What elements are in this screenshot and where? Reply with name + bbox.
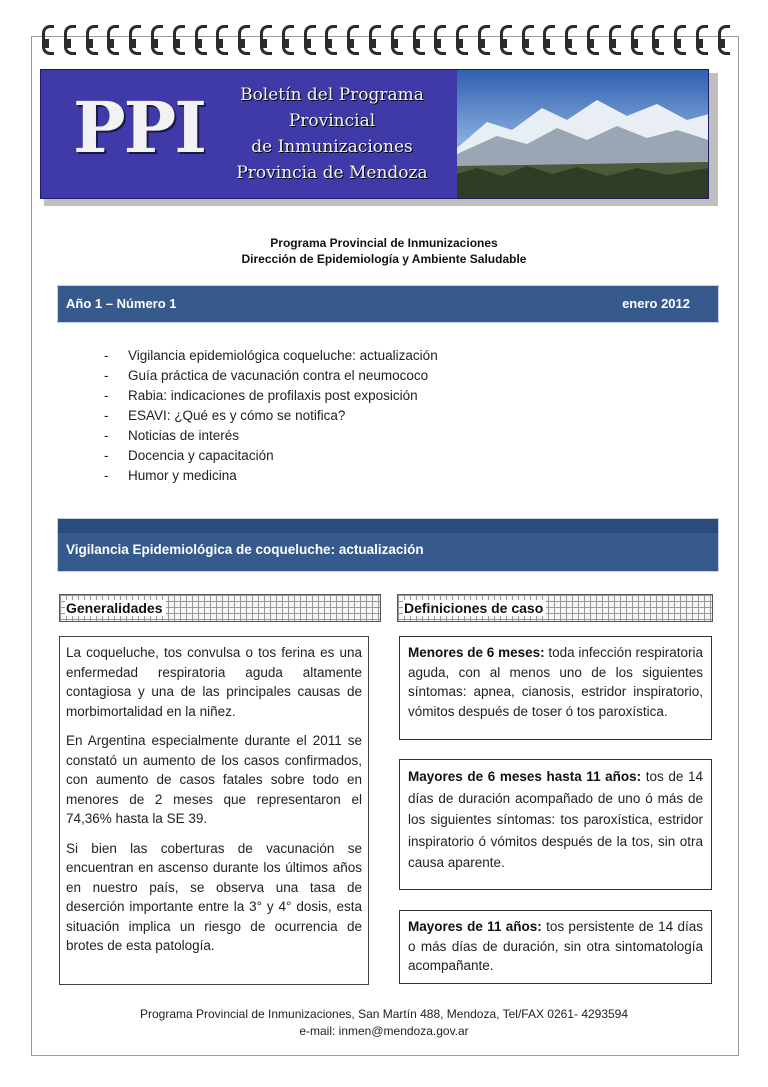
binding-ring — [520, 25, 534, 51]
generalidades-box — [59, 636, 369, 985]
toc-item: - Vigilancia epidemiológica coqueluche: actualización — [104, 346, 438, 366]
binding-ring — [236, 25, 250, 51]
binding-ring — [629, 25, 643, 51]
binding-ring — [563, 25, 577, 51]
case-text: toda infección respiratoria aguda, con al menos uno de los siguientes síntomas: apnea, cianosis, estridor inspiratorio, vómitos después de toser ó tos paroxística. — [408, 645, 703, 719]
binding-ring — [171, 25, 185, 51]
generalidades-heading — [59, 594, 381, 622]
toc-item: - Humor y medicina — [104, 466, 438, 486]
binding-ring — [193, 25, 207, 51]
generalidades-heading-text: Generalidades — [65, 600, 166, 616]
mountain-photo — [457, 70, 709, 198]
binding-ring — [454, 25, 468, 51]
case-definition-box — [399, 910, 712, 984]
toc-item: - Guía práctica de vacunación contra el neumococo — [104, 366, 438, 386]
section-bar — [58, 519, 718, 571]
case-label: Mayores de 11 años: — [408, 919, 542, 934]
binding-ring — [432, 25, 446, 51]
binding-ring — [476, 25, 490, 51]
binding-ring — [389, 25, 403, 51]
ppi-logo: PPI — [73, 86, 206, 169]
binding-ring — [585, 25, 599, 51]
banner-title-line: Boletín del Programa Provincial — [240, 85, 424, 131]
binding-ring — [694, 25, 708, 51]
binding-ring — [62, 25, 76, 51]
binding-ring — [214, 25, 228, 51]
banner-title — [217, 82, 447, 186]
binding-ring — [302, 25, 316, 51]
binding-ring — [127, 25, 141, 51]
section-title: Vigilancia Epidemiológica de coqueluche: actualización — [66, 542, 424, 557]
binding-ring — [323, 25, 337, 51]
definiciones-heading-text: Definiciones de caso — [403, 600, 546, 616]
binding-ring — [607, 25, 621, 51]
binding-ring — [258, 25, 272, 51]
case-label: Menores de 6 meses: — [408, 645, 545, 660]
banner-title-line: de Inmunizaciones — [251, 137, 413, 157]
issue-bar — [58, 286, 718, 322]
banner-title-line: Provincia de Mendoza — [236, 163, 428, 183]
binding-ring — [40, 25, 54, 51]
toc-item: - ESAVI: ¿Qué es y cómo se notifica? — [104, 406, 438, 426]
binding-ring — [345, 25, 359, 51]
case-label: Mayores de 6 meses hasta 11 años: — [408, 769, 642, 784]
footer-email: e-mail: inmen@mendoza.gov.ar — [299, 1024, 469, 1038]
org-name: Programa Provincial de Inmunizaciones — [270, 236, 498, 250]
binding-ring — [716, 25, 730, 51]
issue-date: enero 2012 — [622, 296, 690, 311]
footer-address: Programa Provincial de Inmunizaciones, San Martín 488, Mendoza, Tel/FAX 0261- 4293594 — [139, 1007, 629, 1021]
case-definition-box — [399, 636, 712, 740]
issue-number: Año 1 – Número 1 — [66, 296, 177, 311]
case-text: tos persistente de 14 días o más días de duración, sin otra sintomatología acompañante. — [408, 919, 703, 973]
binding-ring — [541, 25, 555, 51]
paragraph: Si bien las coberturas de vacunación se encuentran en ascenso durante los últimos años en nuestro país, se observa una tasa de deserción importante entre la 3° y 4° dosis, esta situación implica un riesgo de ocurrencia de brotes de esta patología. — [66, 840, 362, 953]
binding-ring — [84, 25, 98, 51]
org-department: Dirección de Epidemiología y Ambiente Saludable — [241, 252, 527, 266]
binding-ring — [367, 25, 381, 51]
case-definition-box — [399, 759, 712, 890]
table-of-contents — [104, 346, 438, 486]
binding-ring — [411, 25, 425, 51]
paragraph: En Argentina especialmente durante el 2011 se constató un aumento de los casos confirmados, con aumento de casos fatales sobre todo en menores de 2 meses que representaron el 74,36% hasta la SE 39. — [66, 733, 362, 826]
binding-ring — [149, 25, 163, 51]
binding-ring — [280, 25, 294, 51]
toc-item: - Rabia: indicaciones de profilaxis post exposición — [104, 386, 438, 406]
spiral-binding — [40, 25, 730, 65]
binding-ring — [498, 25, 512, 51]
header-banner — [40, 69, 709, 199]
binding-ring — [105, 25, 119, 51]
definiciones-heading — [397, 594, 713, 622]
section-bar-band — [58, 519, 718, 533]
toc-item: - Noticias de interés — [104, 426, 438, 446]
paragraph: La coqueluche, tos convulsa o tos ferina es una enfermedad respiratoria aguda altamente contagiosa y una de las principales causas de morbimortalidad en la niñez. — [66, 645, 362, 719]
toc-item: - Docencia y capacitación — [104, 446, 438, 466]
binding-ring — [650, 25, 664, 51]
binding-ring — [672, 25, 686, 51]
case-text: tos de 14 días de duración acompañado de uno ó más de los siguientes síntomas: tos paroxística, estridor inspiratorio ó vómitos después de la tos, sin otra causa aparente. — [408, 769, 704, 870]
